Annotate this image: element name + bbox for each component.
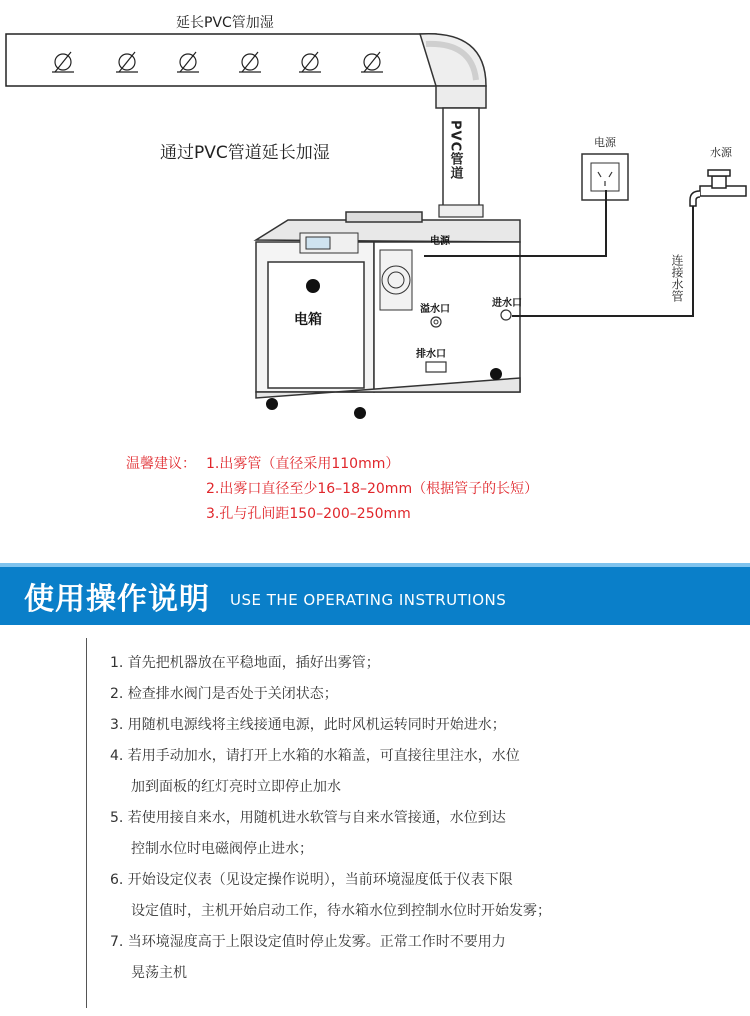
power-label: 电源 <box>594 136 616 149</box>
top-pipe-label: 延长PVC管加湿 <box>176 15 274 31</box>
overflow-label: 溢水口 <box>420 304 450 315</box>
tip-item: 2.出雾口直径至少16–18–20mm（根据管子的长短） <box>206 481 539 497</box>
section-title: 使用操作说明 <box>24 582 210 617</box>
tip-row-3 <box>126 502 538 527</box>
humidifier-diagram <box>0 0 750 440</box>
step-item: 1. 首先把机器放在平稳地面，插好出雾管； <box>110 655 380 671</box>
step-item: 6. 开始设定仪表（见设定操作说明），当前环境湿度低于仪表下限 <box>110 872 513 888</box>
banner-highlight <box>0 563 750 567</box>
horizontal-pvc-pipe <box>6 34 486 86</box>
step-item: 5. 若使用接自来水，用随机进水软管与自来水管接通，水位到达 <box>110 810 506 826</box>
inlet-label: 进水口 <box>492 298 522 309</box>
water-label: 水源 <box>710 146 732 159</box>
section-subtitle: USE THE OPERATING INSTRUTIONS <box>230 591 507 609</box>
step-item-continued: 设定值时，主机开始启动工作，待水箱水位到控制水位时开始发雾； <box>131 903 551 919</box>
box-label: 电箱 <box>294 312 322 328</box>
tip-row-1 <box>126 452 538 477</box>
machine-power-label: 电源 <box>430 236 450 247</box>
drain-label: 排水口 <box>416 349 446 360</box>
step-item: 2. 检查排水阀门是否处于关闭状态； <box>110 686 338 702</box>
steps-divider-line <box>86 638 87 1008</box>
step-item-continued: 控制水位时电磁阀停止进水； <box>131 841 313 857</box>
tip-row-2 <box>126 477 538 502</box>
step-item-continued: 加到面板的红灯亮时立即停止加水 <box>131 779 341 795</box>
tips-label: 温馨建议： <box>126 456 196 472</box>
tips-block <box>126 452 538 527</box>
step-item: 4. 若用手动加水，请打开上水箱的水箱盖，可直接往里注水，水位 <box>110 748 520 764</box>
step-item: 7. 当环境湿度高于上限设定值时停止发雾。正常工作时不要用力 <box>110 934 506 950</box>
vertical-pipe-label: PVC管道 <box>447 120 463 181</box>
tip-item: 1.出雾管（直径采用110mm） <box>206 456 400 472</box>
connect-water-label: 连接水管 <box>670 254 684 302</box>
tip-item: 3.孔与孔间距150–200–250mm <box>206 506 411 522</box>
water-faucet-icon <box>690 170 746 206</box>
steps-list <box>110 648 730 989</box>
water-hose <box>512 206 693 316</box>
step-item: 3. 用随机电源线将主线接通电源，此时风机运转同时开始进水； <box>110 717 506 733</box>
step-item-continued: 晃荡主机 <box>131 965 187 981</box>
pipe-caption: 通过PVC管道延长加湿 <box>160 143 330 163</box>
